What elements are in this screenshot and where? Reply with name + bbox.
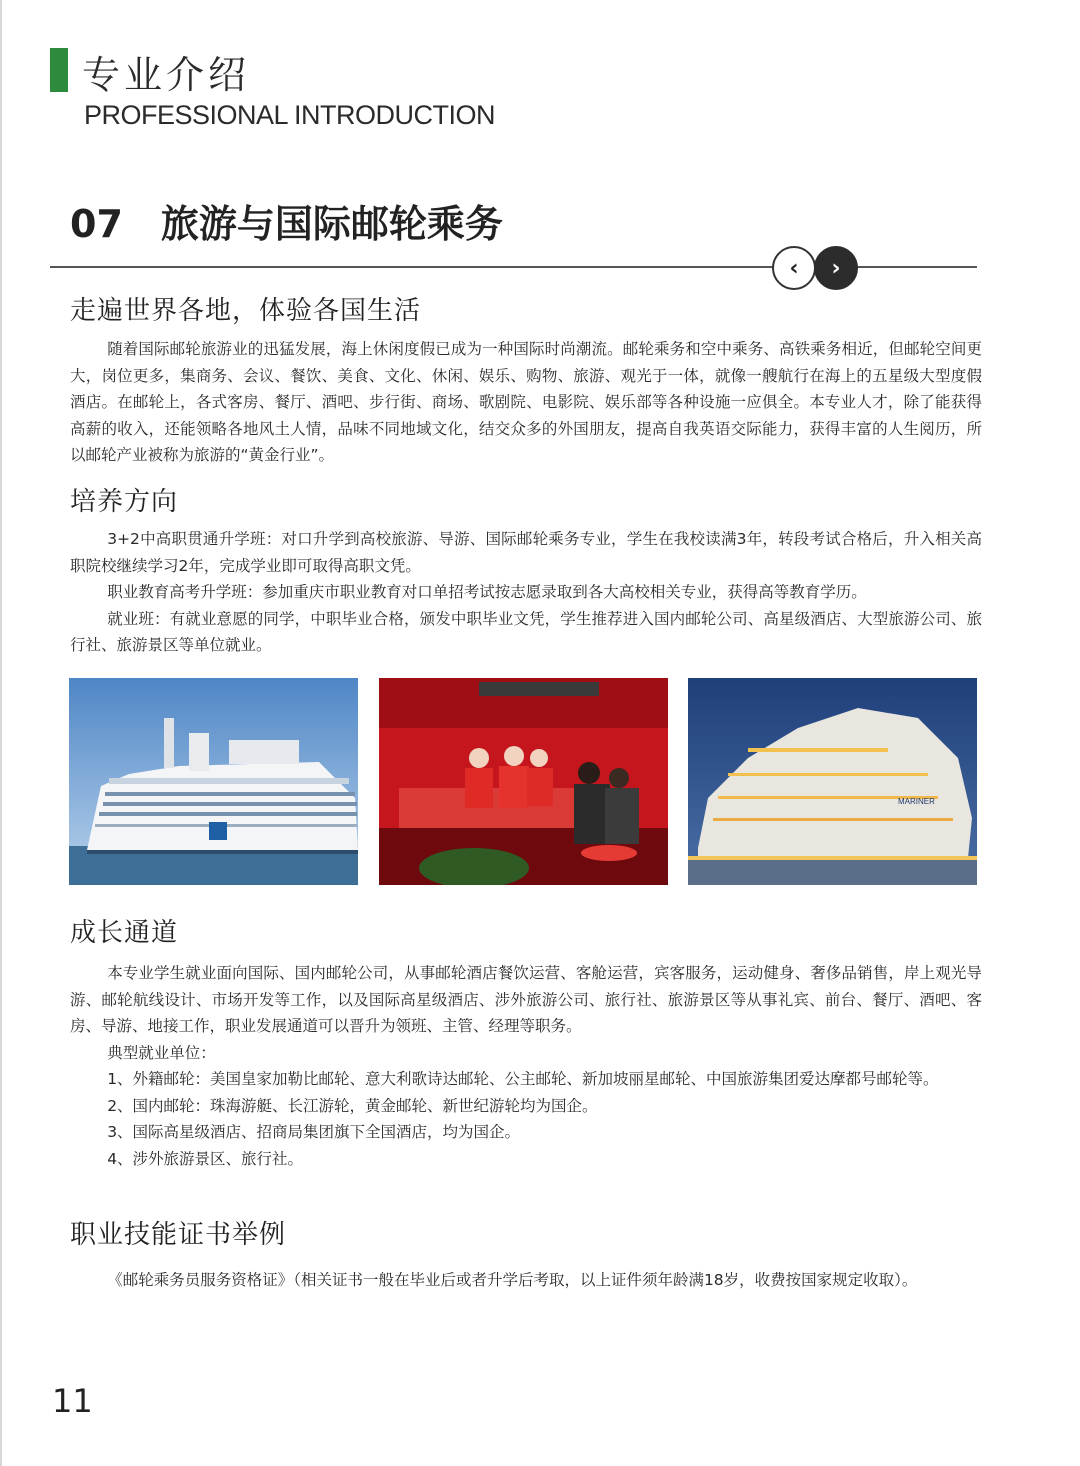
training-heading: 培养方向	[70, 487, 179, 517]
major-number: 07	[70, 202, 123, 246]
growth-heading: 成长通道	[70, 918, 179, 948]
growth-intro: 本专业学生就业面向国际、国内邮轮公司，从事邮轮酒店餐饮运营、客舱运营，宾客服务，运动健身、奢侈品销售，岸上观光导游、邮轮航线设计、市场开发等工作，以及国际高星级酒店、涉外旅游公司、旅行社、旅游景区等从事礼宾、前台、餐厅、酒吧、客房、导游、地接工作，职业发展通道可以晋升为领班、主管、经理等职务。	[70, 964, 982, 1035]
unit-item: 4、涉外旅游景区、旅行社。	[107, 1149, 304, 1168]
header-title-cn: 专业介绍	[82, 53, 251, 97]
next-page-button[interactable]	[814, 246, 858, 290]
header-title-en: PROFESSIONAL INTRODUCTION	[84, 100, 496, 130]
intro-text: 随着国际邮轮旅游业的迅猛发展，海上休闲度假已成为一种国际时尚潮流。邮轮乘务和空中乘务、高铁乘务相近，但邮轮空间更大，岗位更多，集商务、会议、餐饮、美食、文化、休闲、娱乐、购物、旅游、观光于一体，就像一艘航行在海上的五星级大型度假酒店。在邮轮上，各式客房、餐厅、酒吧、步行街、商场、歌剧院、电影院、娱乐部等各种设施一应俱全。本专业人才，除了能获得高薪的收入，还能领略各地风土人情，品味不同地域文化，结交众多的外国朋友，提高自我英语交际能力，获得丰富的人生阅历，所以邮轮产业被称为旅游的“黄金行业”。	[70, 340, 982, 464]
certificates-text: 《邮轮乘务员服务资格证》（相关证书一般在毕业后或者升学后考取，以上证件须年龄满18岁，收费按国家规定收取）。	[107, 1271, 918, 1289]
ship-name-label: MARINER	[898, 797, 935, 806]
unit-item: 2、国内邮轮：珠海游艇、长江游轮，黄金邮轮、新世纪游轮均为国企。	[107, 1096, 598, 1115]
major-name: 旅游与国际邮轮乘务	[160, 202, 503, 246]
intro-paragraph	[70, 336, 982, 469]
ship-bar-photo	[379, 678, 668, 885]
unit-item: 3、国际高星级酒店、招商局集团旗下全国酒店，均为国企。	[107, 1123, 521, 1141]
units-label: 典型就业单位：	[107, 1043, 216, 1062]
cruise-ship-night-photo	[688, 678, 977, 885]
cruise-ship-day-photo	[69, 678, 358, 885]
training-item: 3+2中高职贯通升学班：对口升学到高校旅游、导游、国际邮轮乘务专业，学生在我校读满3年，转段考试合格后，升入相关高职院校继续学习2年，完成学业即可取得高职文凭。	[70, 530, 982, 575]
training-item: 职业教育高考升学班：参加重庆市职业教育对口单招考试按志愿录取到各大高校相关专业，获得高等教育学历。	[107, 583, 867, 601]
chevron-left-icon: ‹	[789, 255, 799, 281]
training-paragraphs	[70, 526, 982, 659]
certificates-heading: 职业技能证书举例	[70, 1220, 287, 1250]
chevron-right-icon: ›	[831, 255, 841, 281]
growth-paragraphs	[70, 960, 982, 1172]
certificates-paragraph	[70, 1267, 982, 1294]
header-accent-bar	[50, 48, 68, 92]
page-edge	[0, 0, 2, 1466]
page-number: 11	[52, 1382, 93, 1420]
prev-page-button[interactable]	[772, 246, 816, 290]
major-title	[70, 193, 503, 248]
unit-item: 1、外籍邮轮：美国皇家加勒比邮轮、意大利歌诗达邮轮、公主邮轮、新加坡丽星邮轮、中国旅游集团爱达摩都号邮轮等。	[107, 1070, 939, 1088]
intro-heading: 走遍世界各地，体验各国生活	[70, 296, 422, 326]
training-item: 就业班：有就业意愿的同学，中职毕业合格，颁发中职毕业文凭，学生推荐进入国内邮轮公司、高星级酒店、大型旅游公司、旅行社、旅游景区等单位就业。	[70, 609, 982, 654]
